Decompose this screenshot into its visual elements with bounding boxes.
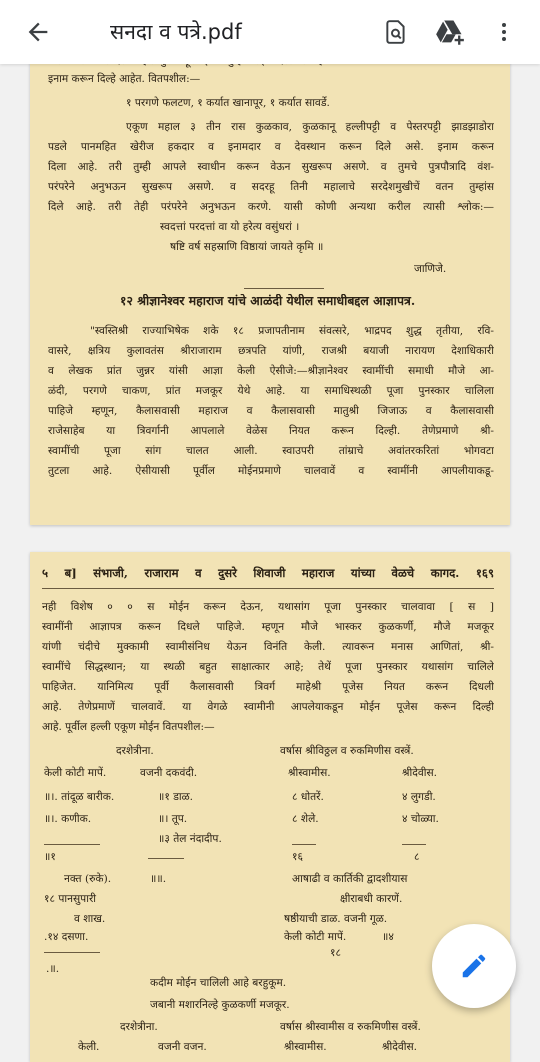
section-divider (244, 288, 324, 289)
page-text-line: पाहिजे म्हणून, कैलासवासी महाराज व कैलासवासी मातुश्री जिजाऊ व कैलासवासी (48, 405, 494, 417)
table-cell: .॥. (46, 963, 60, 975)
table-cell: .१४ दसणा. (44, 931, 89, 943)
table-cell: ॥। तूप. (158, 813, 188, 825)
arrow-back-icon (24, 18, 52, 46)
table-rule (292, 844, 316, 845)
table-cell: ॥॥. (150, 873, 167, 885)
table-cell: ८ (414, 851, 420, 863)
header-rule (42, 588, 494, 589)
edit-fab-button[interactable] (432, 924, 516, 1008)
table-cell: श्रीस्वामीस. (288, 767, 331, 779)
page-text-line: वासरे, क्षत्रिय कुलावतंस श्रीराजाराम छत्रपति यांणी, राजश्री बयाजी नारायण देशाधिकारी (48, 345, 494, 357)
table-cell: ॥४ (382, 931, 394, 943)
table-cell: ४ लुगडी. (402, 791, 436, 803)
table-header-left: दरशेत्रीना. (120, 1021, 158, 1033)
table-cell: आषाढी व कार्तिकी द्वादशीयास (292, 873, 408, 885)
table-cell: क्षीराबधी कारणें. (340, 893, 403, 905)
search-document-icon (383, 19, 409, 45)
page-text-line: राजेसाहेब या त्रिवर्गानी आपलाले वेळेस नियत करून दिल्ही. तेणेप्रमाणे श्री- (48, 425, 494, 437)
document-title: सनदा व पत्रे.pdf (110, 20, 242, 44)
table-cell: केली कोटी मापें. (284, 931, 347, 943)
table-cell: नक्त (रुके). (64, 873, 112, 885)
table-cell: श्रीस्वामीस. (284, 1041, 327, 1053)
table-cell: केली. (78, 1041, 100, 1053)
page-text-line: स्वामींचे सिद्धस्थान; या स्थळी बहुत साक्षात्कार आहे; तेथें पूजा पुनस्कार यथासांग चालिले (42, 661, 494, 673)
pencil-edit-icon (459, 951, 489, 981)
section-heading: १२ श्रीज्ञानेश्वर महाराज यांचे आळंदी येथील समाधीबद्दल आज्ञापत्र. (120, 294, 416, 308)
page-text-line: पडले पानमहित खेरीज हकदार व इनामदार व देवस्थान करून दिले असे. इनाम करून (48, 141, 494, 153)
table-cell: व शाख. (74, 913, 106, 925)
page-text-line: व लेखक प्रांत जुन्नर यांसी आज्ञा केली ऐसीजे:—श्रीज्ञानेश्वर स्वामींची समाधी मौजे आ- (48, 365, 494, 377)
search-in-document-button[interactable] (374, 10, 418, 54)
more-vert-icon (492, 20, 516, 44)
page-text-line: आहे. तेणेप्रमाणें चालवावें. या वेगळे स्वामीनी आपलेयाकडून मोईन पूजेस करून दिल्ही (42, 701, 494, 713)
page-text-line: यांणी चंदीचे मुक्कामी स्वामीसंनिध येऊन विनंति केली. त्यावरून मनास आणितां, श्री- (42, 641, 494, 653)
table-cell: षष्ठीयाची डाळ. वजनी गूळ. (284, 913, 388, 925)
page-text-line: जाणिजे. (414, 263, 447, 275)
page-text-line: नही विशेष ० ० स मोईन करून देऊन, यथासांग पूजा पुनस्कार चालवावा [ स ] (42, 601, 494, 613)
table-cell: ८ शेले. (292, 813, 319, 825)
table-cell: वजनी दकवंदी. (140, 767, 198, 779)
table-cell: ॥।. तांदूळ बारीक. (44, 791, 115, 803)
table-header-right: वर्षास श्रीविठ्ठल व रुकमिणीस वस्त्रें. (280, 745, 414, 757)
table-cell: ॥३ तेल नंदादीप. (158, 833, 222, 845)
page-text-line: षष्टि वर्ष सहस्राणि विष्ठायां जायते कृमि ॥ (170, 241, 324, 253)
table-cell: श्रीदेवीस. (402, 767, 438, 779)
table-cell: ८ धोतरें. (292, 791, 324, 803)
page-text-line: १ परगणे फलटण, १ कर्यात खानापूर, १ कर्यात सावर्डे. (126, 97, 330, 109)
page-text-line: पाहिजेत. यानिमित्य पूर्वी कैलासवासी त्रिवर्ग माहेश्री पूजेस नियत करून दिधली (42, 681, 494, 693)
page-text-line: एकूण महाल ३ तीन रास कुळकाव, कुळकानू हल्लीपट्टी व पेस्तरपट्टी झाडझाडोरा (126, 121, 494, 133)
table-rule (44, 952, 100, 953)
table-cell: ४ चोळ्या. (402, 813, 439, 825)
table-cell: केली कोटी मापें. (44, 767, 107, 779)
table-cell: श्रीदेवीस. (382, 1041, 418, 1053)
table-footnote: कदीम मोईन चालिली आहे बरहुकूम. (150, 977, 287, 989)
table-cell: ॥।. कणीक. (44, 813, 92, 825)
table-cell: ॥१ डाळ. (158, 791, 194, 803)
back-button[interactable] (12, 6, 64, 58)
page-text-line: दिले आहे. तरी तेही परंपरेने अनुभऊन करणे. यासी कोणी अन्यथा करील त्यासी श्लोक:— (48, 201, 494, 213)
page-running-header: ५ ब] संभाजी, राजाराम व दुसरे शिवाजी महाराज यांच्या वेळचे कागद. १६९ (42, 566, 494, 580)
table-cell: १८ (330, 947, 342, 959)
page-text-line: स्वदत्तां परदत्तां वा यो हरेत्य वसुंधरां । (160, 221, 300, 233)
table-cell: १६ (292, 851, 304, 863)
page-text-line: स्वामींनी आज्ञापत्र करून दिधले पाहिजे. म्हणून मौजे भास्कर कुळकर्णी, मौजे मजकूर (42, 621, 494, 633)
table-header-left: दरशेत्रीना. (116, 745, 154, 757)
pdf-page-1 (30, 52, 510, 525)
table-header-right: वर्षास श्रीस्वामीस व रुकमिणीस वस्त्रें. (280, 1021, 421, 1033)
add-to-drive-icon (435, 18, 465, 46)
table-cell: वजनी वजन. (158, 1041, 207, 1053)
page-text-line: आहे. पूर्वील हल्ली एकूण मोईन वितपशील:— (42, 721, 215, 733)
page-text-line: परंपरेने अनुभऊन सुखरूप असणे. व सदरहू तिनी महालाचे सरदेशमुखीचें वतन तुम्हांस (48, 181, 494, 193)
page-text-line: ळंदी, परगणे चाकण, प्रांत मजकूर येथे आहे. या समाधिस्थळी पूजा पुनस्कार चालिला (48, 385, 494, 397)
table-rule (44, 844, 100, 845)
page-text-line: तुटला आहे. ऐसीयासी पूर्वील मोईनप्रमाणे चालवावें व स्वामींनी आपलीयाकडू- (48, 465, 494, 477)
table-cell: ॥१ (44, 851, 56, 863)
page-text-line: स्वामींची पूजा सांग चालत आली. स्वाउपरी तांम्राचे अवांतरकरितां भोगवटा (48, 445, 494, 457)
table-rule (148, 858, 184, 859)
page-text-line: दिला आहे. तरी तुम्ही आपले स्वाधीन करून वेऊन सुखरूप असणे. व तुमचे पुत्रपौत्रादि वंश- (48, 161, 494, 173)
page-text-line: इनाम करून दिल्हे आहेत. वितपशील:— (48, 73, 201, 85)
table-cell: १८ पानसुपारी (44, 893, 97, 905)
table-rule (402, 844, 426, 845)
more-options-button[interactable] (482, 10, 526, 54)
page-text-line: "स्वस्तिश्री राज्याभिषेक शके १८ प्रजापतीनाम संवत्सरे, भाद्रपद शुद्ध तृतीया, रवि- (90, 325, 494, 337)
add-to-drive-button[interactable] (428, 10, 472, 54)
app-bar (0, 0, 540, 64)
table-footnote: जबानी मशारनिल्हे कुळकर्णी मजकूर. (150, 999, 290, 1011)
